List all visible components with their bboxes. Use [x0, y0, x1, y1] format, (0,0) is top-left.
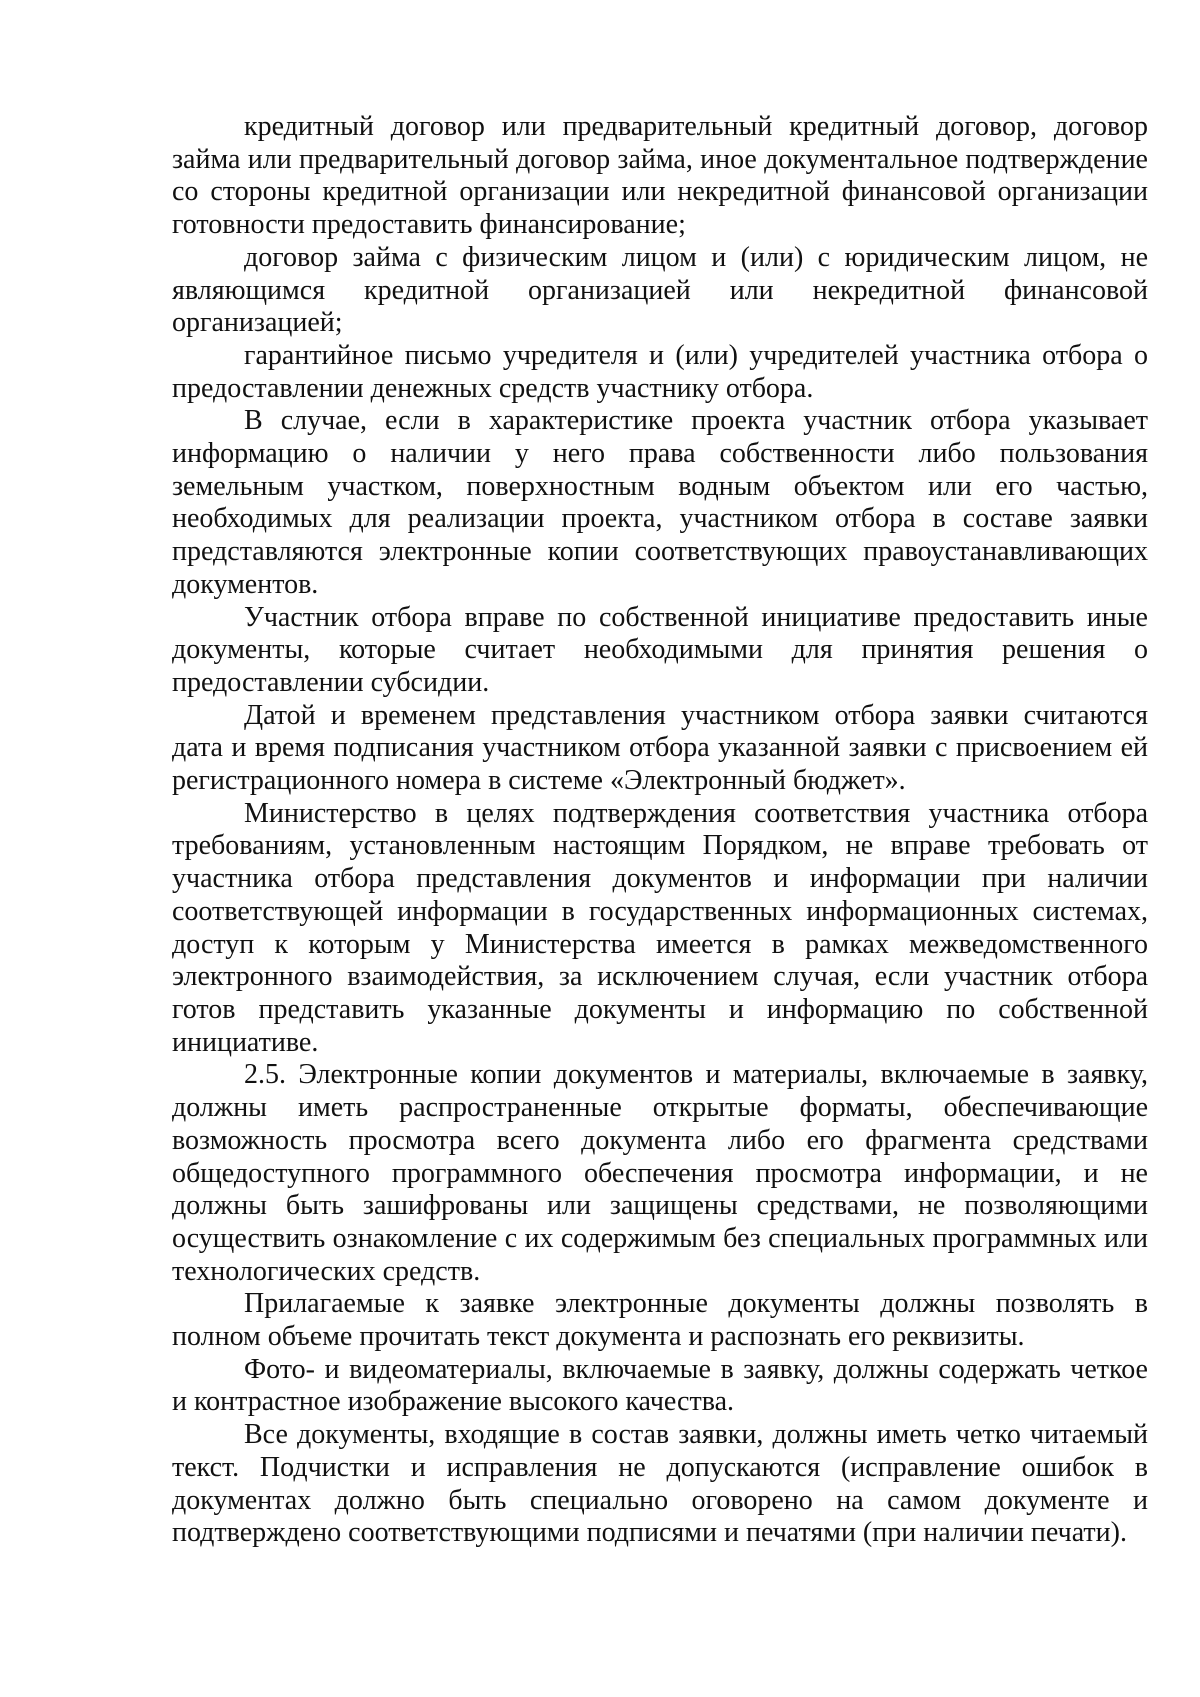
paragraph-submission-date: Датой и временем представления участником отбора заявки считаются дата и время подписания участником отбора указанной заявки с присвоением ей регистрационного номера в системе «Электронный бюджет».	[172, 699, 1148, 797]
paragraph-section-2-5: 2.5. Электронные копии документов и материалы, включаемые в заявку, должны иметь распространенные открытые форматы, обеспечивающие возможность просмотра всего документа либо его фрагмента средствами общедоступного программного обеспечения просмотра информации, и не должны быть зашифрованы или защищены средствами, не позволяющими осуществить ознакомление с их содержимым без специальных программных или технологических средств.	[172, 1059, 1148, 1287]
paragraph-photo-video: Фото- и видеоматериалы, включаемые в заявку, должны содержать четкое и контрастное изображение высокого качества.	[172, 1353, 1148, 1418]
paragraph-land-rights: В случае, если в характеристике проекта участник отбора указывает информацию о наличии у него права собственности либо пользования земельным участком, поверхностным водным объектом или его частью, необходимых для реализации проекта, участником отбора в составе заявки представляются электронные копии соответствующих правоустанавливающих документов.	[172, 405, 1148, 600]
paragraph-loan-agreement: договор займа с физическим лицом и (или) с юридическим лицом, не являющимся кредитной организацией или некредитной финансовой организацией;	[172, 241, 1148, 339]
document-page	[172, 111, 1148, 1550]
paragraph-ministry-requirements: Министерство в целях подтверждения соответствия участника отбора требованиям, установленным настоящим Порядком, не вправе требовать от участника отбора представления документов и информации при наличии соответствующей информации в государственных информационных системах, доступ к которым у Министерства имеется в рамках межведомственного электронного взаимодействия, за исключением случая, если участник отбора готов представить указанные документы и информацию по собственной инициативе.	[172, 797, 1148, 1058]
paragraph-other-documents: Участник отбора вправе по собственной инициативе предоставить иные документы, которые считает необходимыми для принятия решения о предоставлении субсидии.	[172, 601, 1148, 698]
paragraph-credit-agreement: кредитный договор или предварительный кредитный договор, договор займа или предварительный договор займа, иное документальное подтверждение со стороны кредитной организации или некредитной финансовой организации готовности предоставить финансирование;	[172, 111, 1148, 241]
paragraph-readable-text: Все документы, входящие в состав заявки, должны иметь четко читаемый текст. Подчистки и исправления не допускаются (исправление ошибок в документах должно быть специально оговорено на самом документе и подтверждено соответствующими подписями и печатями (при наличии печати).	[172, 1419, 1148, 1549]
paragraph-guarantee-letter: гарантийное письмо учредителя и (или) учредителей участника отбора о предоставлении денежных средств участнику отбора.	[172, 339, 1148, 404]
paragraph-attached-documents: Прилагаемые к заявке электронные документы должны позволять в полном объеме прочитать текст документа и распознать его реквизиты.	[172, 1288, 1148, 1353]
